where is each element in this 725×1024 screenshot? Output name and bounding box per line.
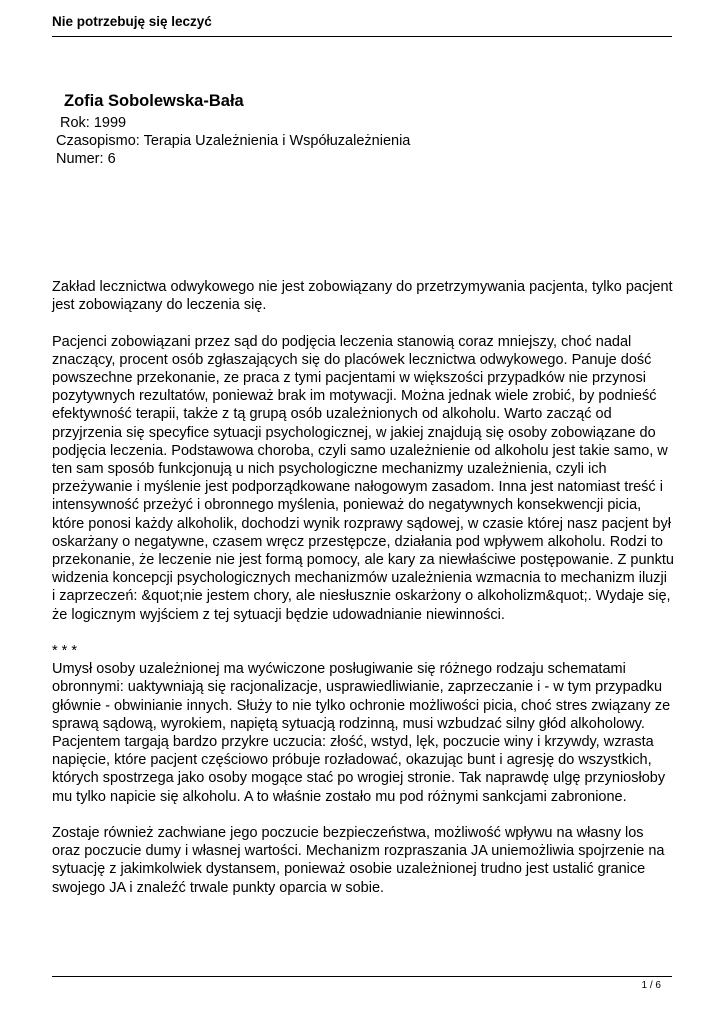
body-paragraph: Pacjenci zobowiązani przez sąd do podjęcia leczenia stanowią coraz mniejszy, choć nadal znaczący, procent osób zgłaszających się do placówek lecznictwa odwykowego. Panuje dość powszechne przekonanie, ze praca z tymi pacjentami w większości przypadków nie przynosi pozytywnych rezultatów, ponieważ brak im motywacji. Można jednak wiele zrobić, by podnieść efektywność terapii, także z tą grupą osób uzależnionych od alkoholu. Warto zacząć od przyjrzenia się specyfice sytuacji psychologicznej, w jakiej znajdują się osoby zobowiązane do podjęcia leczenia. Podstawowa choroba, czyli samo uzależnienie od alkoholu jest takie samo, w ten sam sposób funkcjonują u nich psychologiczne mechanizmy uzależnienia, czyli ich przeżywanie i myślenie jest podporządkowane nałogowym zasadom. Inna jest natomiast treść i intensywność przeżyć i obronnego myślenia, ponieważ do negatywnych konsekwencji picia, które ponosi każdy alkoholik, dochodzi wynik rozprawy sądowej, w czasie której nasz pacjent był oskarżany o negatywne, czasem wręcz przestępcze, działania pod wpływem alkoholu. Rodzi to przekonanie, że leczenie nie jest formą pomocy, ale kary za niewłaściwe postępowanie. Z punktu widzenia koncepcji psychologicznych mechanizmów uzależnienia wzmacnia to mechanizm iluzji i zaprzeczeń: &quot;nie jestem chory, ale niesłusznie oskarżony o alkoholizm&quot;. Wydaje się, że logicznym wyjściem z tej sytuacji będzie udowadnianie niewinności. [52, 333, 674, 623]
body-paragraph: Zostaje również zachwiane jego poczucie bezpieczeństwa, możliwość wpływu na własny los oraz poczucie dumy i własnej wartości. Mechanizm rozpraszania JA uniemożliwia spojrzenie na sytuację z jakimkolwiek dystansem, ponieważ osobie uzależnionej trudno jest ustalić granice swojego JA i znaleźć trwale punkty oparcia w sobie. [52, 825, 665, 896]
article-author: Zofia Sobolewska-Bała [64, 92, 244, 110]
running-header-title: Nie potrzebuję się leczyć [52, 14, 212, 29]
article-body [52, 278, 674, 915]
article-issue: Numer: 6 [56, 151, 116, 167]
section-separator: * * * [52, 643, 77, 660]
body-paragraph: Umysł osoby uzależnionej ma wyćwiczone posługiwanie się różnego rodzaju schematami obronnymi: uaktywniają się racjonalizacje, usprawiedliwianie, zaprzeczanie i - w tym przypadku głównie - obwinianie innych. Służy to nie tylko ochronie możliwości picia, choć stres związany ze sprawą sądową, wyrokiem, napiętą sytuacją rodzinną, musi wzbudzać silny głód alkoholowy. Pacjentem targają bardzo przykre uczucia: złość, wstyd, lęk, poczucie winy i krzywdy, wzrasta napięcie, które pacjent częściowo próbuje rozładować, okazując bunt i agresję do wszystkich, których spostrzega jako osoby mogące stać po wrogiej stronie. Tak naprawdę ulgę przyniosłoby mu tylko napicie się alkoholu. A to właśnie zostało mu pod różnymi sankcjami zabronione. [52, 661, 671, 805]
footer-divider [52, 976, 672, 977]
header-divider [52, 36, 672, 37]
body-paragraph: Zakład lecznictwa odwykowego nie jest zobowiązany do przetrzymywania pacjenta, tylko pacjent jest zobowiązany do leczenia się. [52, 279, 673, 314]
article-journal: Czasopismo: Terapia Uzależnienia i Współuzależnienia [56, 133, 411, 149]
article-year: Rok: 1999 [60, 115, 127, 131]
page-number: 1 / 6 [641, 980, 661, 991]
